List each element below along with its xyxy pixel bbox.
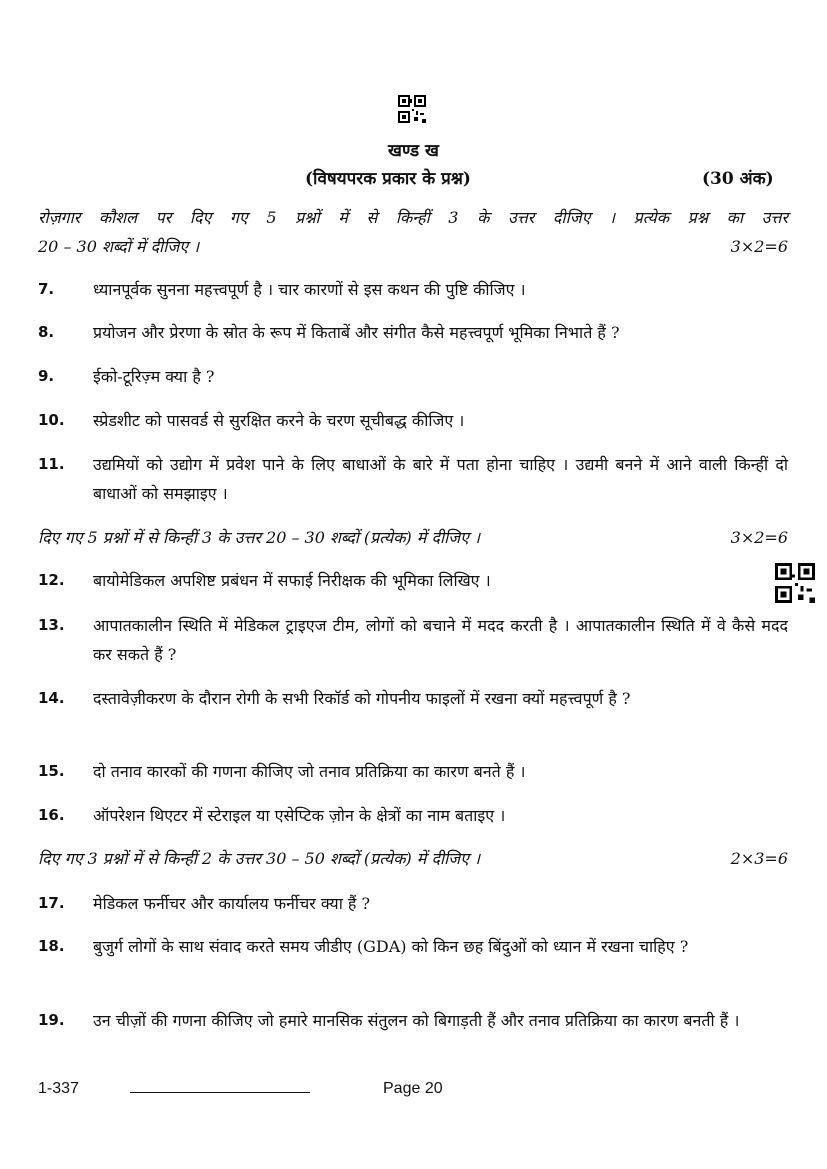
question-item <box>38 275 788 304</box>
question-item <box>38 406 788 435</box>
instruction-marks: 3×2=6 <box>730 237 788 256</box>
instruction-text-line1: दिए गए 5 प्रश्नों में से किन्हीं 3 के उत्तर 20 – 30 शब्दों (प्रत्येक) में दीजिए । <box>38 528 481 547</box>
footer-divider <box>130 1092 310 1093</box>
instruction-2 <box>38 523 788 552</box>
question-item <box>38 801 788 830</box>
instruction-marks: 2×3=6 <box>730 849 788 868</box>
question-text: ईको-टूरिज़्म क्या है ? <box>93 367 215 386</box>
question-text: मेडिकल फर्नीचर और कार्यालय फर्नीचर क्या हैं ? <box>93 894 371 913</box>
instruction-marks: 3×2=6 <box>730 528 788 547</box>
question-number: 8. <box>38 323 55 341</box>
section-total-marks: (30 अंक) <box>702 169 774 189</box>
question-item <box>38 566 788 595</box>
question-number: 19. <box>38 1011 65 1029</box>
question-number: 14. <box>38 689 65 707</box>
question-text: बायोमेडिकल अपशिष्ट प्रबंधन में सफाई निरीक्षक की भूमिका लिखिए । <box>93 571 491 590</box>
question-number: 11. <box>38 455 65 473</box>
instruction-text-line1: दिए गए 3 प्रश्नों में से किन्हीं 2 के उत्तर 30 – 50 शब्दों (प्रत्येक) में दीजिए । <box>38 849 481 868</box>
question-text: स्प्रेडशीट को पासवर्ड से सुरक्षित करने के चरण सूचीबद्ध कीजिए । <box>93 411 465 430</box>
question-item <box>38 1006 788 1035</box>
question-text: ऑपरेशन थिएटर में स्टेराइल या एसेप्टिक ज़ोन के क्षेत्रों का नाम बताइए । <box>93 806 506 825</box>
question-item <box>38 889 788 918</box>
instruction-1 <box>38 203 788 261</box>
question-item <box>38 932 788 961</box>
question-number: 17. <box>38 894 65 912</box>
question-item <box>38 684 788 713</box>
question-number: 9. <box>38 367 55 385</box>
instruction-text-line2: 20 – 30 शब्दों में दीजिए । <box>38 237 200 256</box>
instruction-text-line1: रोज़गार कौशल पर दिए गए 5 प्रश्नों में से किन्हीं 3 के उत्तर दीजिए । प्रत्येक प्रश्न का उत्तर <box>38 208 788 227</box>
question-number: 7. <box>38 280 55 298</box>
question-text: उद्यमियों को उद्योग में प्रवेश पाने के लिए बाधाओं के बारे में पता होना चाहिए । उद्यमी बनने में आने वाली किन्हीं दो बाधाओं को समझाइए । <box>93 455 788 503</box>
section-title: खण्ड ख <box>388 141 439 161</box>
question-text: बुजुर्ग लोगों के साथ संवाद करते समय जीडीए (GDA) को किन छह बिंदुओं को ध्यान में रखना चाहिए ? <box>93 937 689 956</box>
section-subtitle: (विषयपरक प्रकार के प्रश्न) <box>305 169 471 189</box>
question-number: 15. <box>38 762 65 780</box>
question-number: 13. <box>38 616 65 634</box>
question-number: 18. <box>38 937 65 955</box>
question-item <box>38 611 788 669</box>
qr-code-top-icon <box>398 95 426 123</box>
question-item <box>38 318 788 347</box>
page-number: Page 20 <box>383 1080 443 1097</box>
question-number: 16. <box>38 806 65 824</box>
question-item <box>38 450 788 508</box>
question-text: आपातकालीन स्थिति में मेडिकल ट्राइएज टीम, लोगों को बचाने में मदद करती है । आपातकालीन स्थिति में वे कैसे मदद कर सकते हैं ? <box>93 616 788 664</box>
question-text: दस्तावेज़ीकरण के दौरान रोगी के सभी रिकॉर्ड को गोपनीय फाइलों में रखना क्यों महत्त्वपूर्ण है ? <box>93 689 631 708</box>
question-text: उन चीज़ों की गणना कीजिए जो हमारे मानसिक संतुलन को बिगाड़ती हैं और तनाव प्रतिक्रिया का कारण बनती हैं । <box>93 1011 740 1030</box>
paper-code: 1-337 <box>38 1080 79 1097</box>
question-text: दो तनाव कारकों की गणना कीजिए जो तनाव प्रतिक्रिया का कारण बनते हैं । <box>93 762 526 781</box>
instruction-3 <box>38 844 788 873</box>
question-item <box>38 362 788 391</box>
question-text: प्रयोजन और प्रेरणा के स्रोत के रूप में किताबें और संगीत कैसे महत्त्वपूर्ण भूमिका निभाते हैं ? <box>93 323 620 342</box>
question-number: 10. <box>38 411 65 429</box>
question-item <box>38 757 788 786</box>
question-number: 12. <box>38 571 65 589</box>
question-text: ध्यानपूर्वक सुनना महत्त्वपूर्ण है । चार कारणों से इस कथन की पुष्टि कीजिए । <box>93 280 526 299</box>
